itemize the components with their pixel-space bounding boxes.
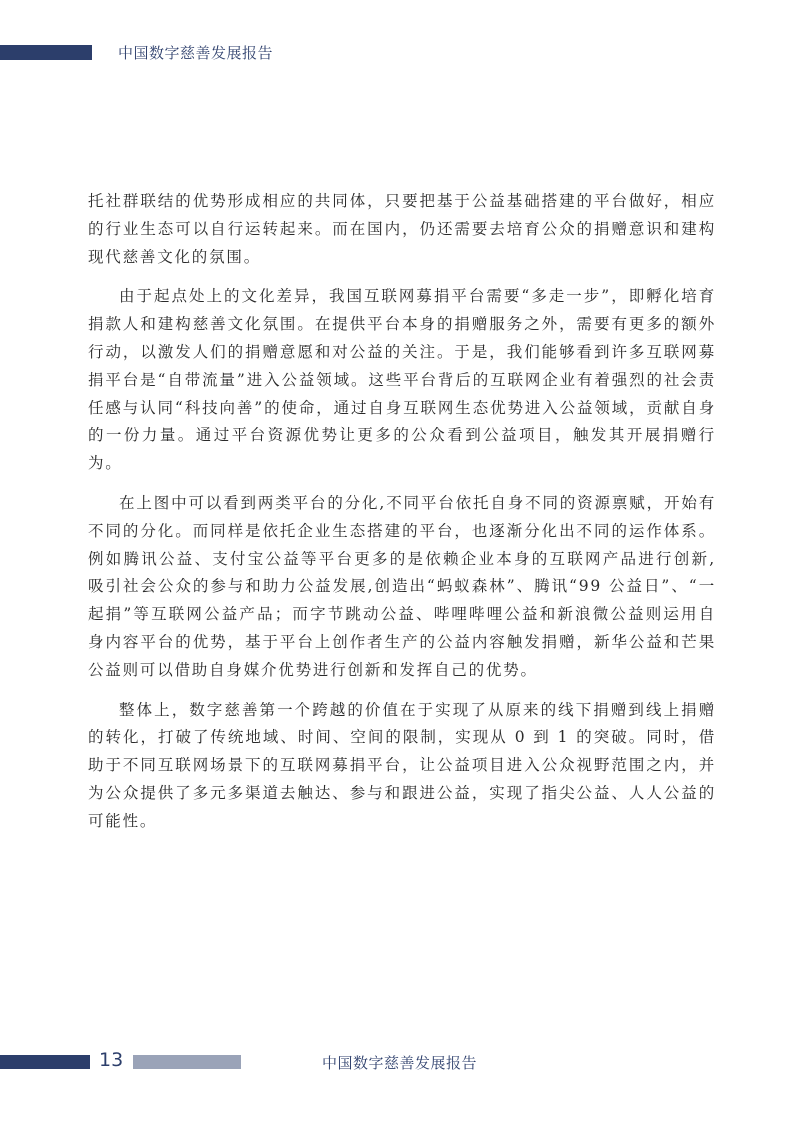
- paragraph-3: 在上图中可以看到两类平台的分化,不同平台依托自身不同的资源禀赋，开始有不同的分化。而同样是依托企业生态搭建的平台，也逐渐分化出不同的运作体系。例如腾讯公益、支付宝公益等平台更多的是依赖企业本身的互联网产品进行创新,吸引社会公众的参与和助力公益发展,创造出“蚂蚁森林”、腾讯“99 公益日”、“一起捐”等互联网公益产品；而字节跳动公益、哔哩哔哩公益和新浪微公益则运用自身内容平台的优势，基于平台上创作者生产的公益内容触发捐赠，新华公益和芒果公益则可以借助自身媒介优势进行创新和发挥自己的优势。: [88, 493, 716, 679]
- paragraph-1: 托社群联结的优势形成相应的共同体，只要把基于公益基础搭建的平台做好，相应的行业生态可以自行运转起来。而在国内，仍还需要去培育公众的捐赠意识和建构现代慈善文化的氛围。: [88, 192, 716, 266]
- header-title: 中国数字慈善发展报告: [118, 44, 274, 62]
- footer-title: 中国数字慈善发展报告: [322, 1054, 478, 1072]
- footer-accent-bar: [0, 1055, 90, 1069]
- page-number: 13: [99, 1049, 124, 1071]
- header-accent-bar: [0, 45, 92, 60]
- paragraph-4: 整体上，数字慈善第一个跨越的价值在于实现了从原来的线下捐赠到线上捐赠的转化，打破了传统地域、时间、空间的限制，实现从 0 到 1 的突破。同时，借助于不同互联网场景下的互联网募捐平台，让公益项目进入公众视野范围之内，并为公众提供了多元多渠道去触达、参与和跟进公益，实现了指尖公益、人人公益的可能性。: [88, 700, 716, 830]
- footer-light-bar: [133, 1055, 241, 1069]
- body-text: [88, 188, 716, 848]
- paragraph-2: 由于起点处上的文化差异，我国互联网募捐平台需要“多走一步”，即孵化培育捐款人和建构慈善文化氛围。在提供平台本身的捐赠服务之外，需要有更多的额外行动，以激发人们的捐赠意愿和对公益的关注。于是，我们能够看到许多互联网募捐平台是“自带流量”进入公益领域。这些平台背后的互联网企业有着强烈的社会责任感与认同“科技向善”的使命，通过自身互联网生态优势进入公益领域，贡献自身的一份力量。通过平台资源优势让更多的公众看到公益项目，触发其开展捐赠行为。: [88, 287, 716, 473]
